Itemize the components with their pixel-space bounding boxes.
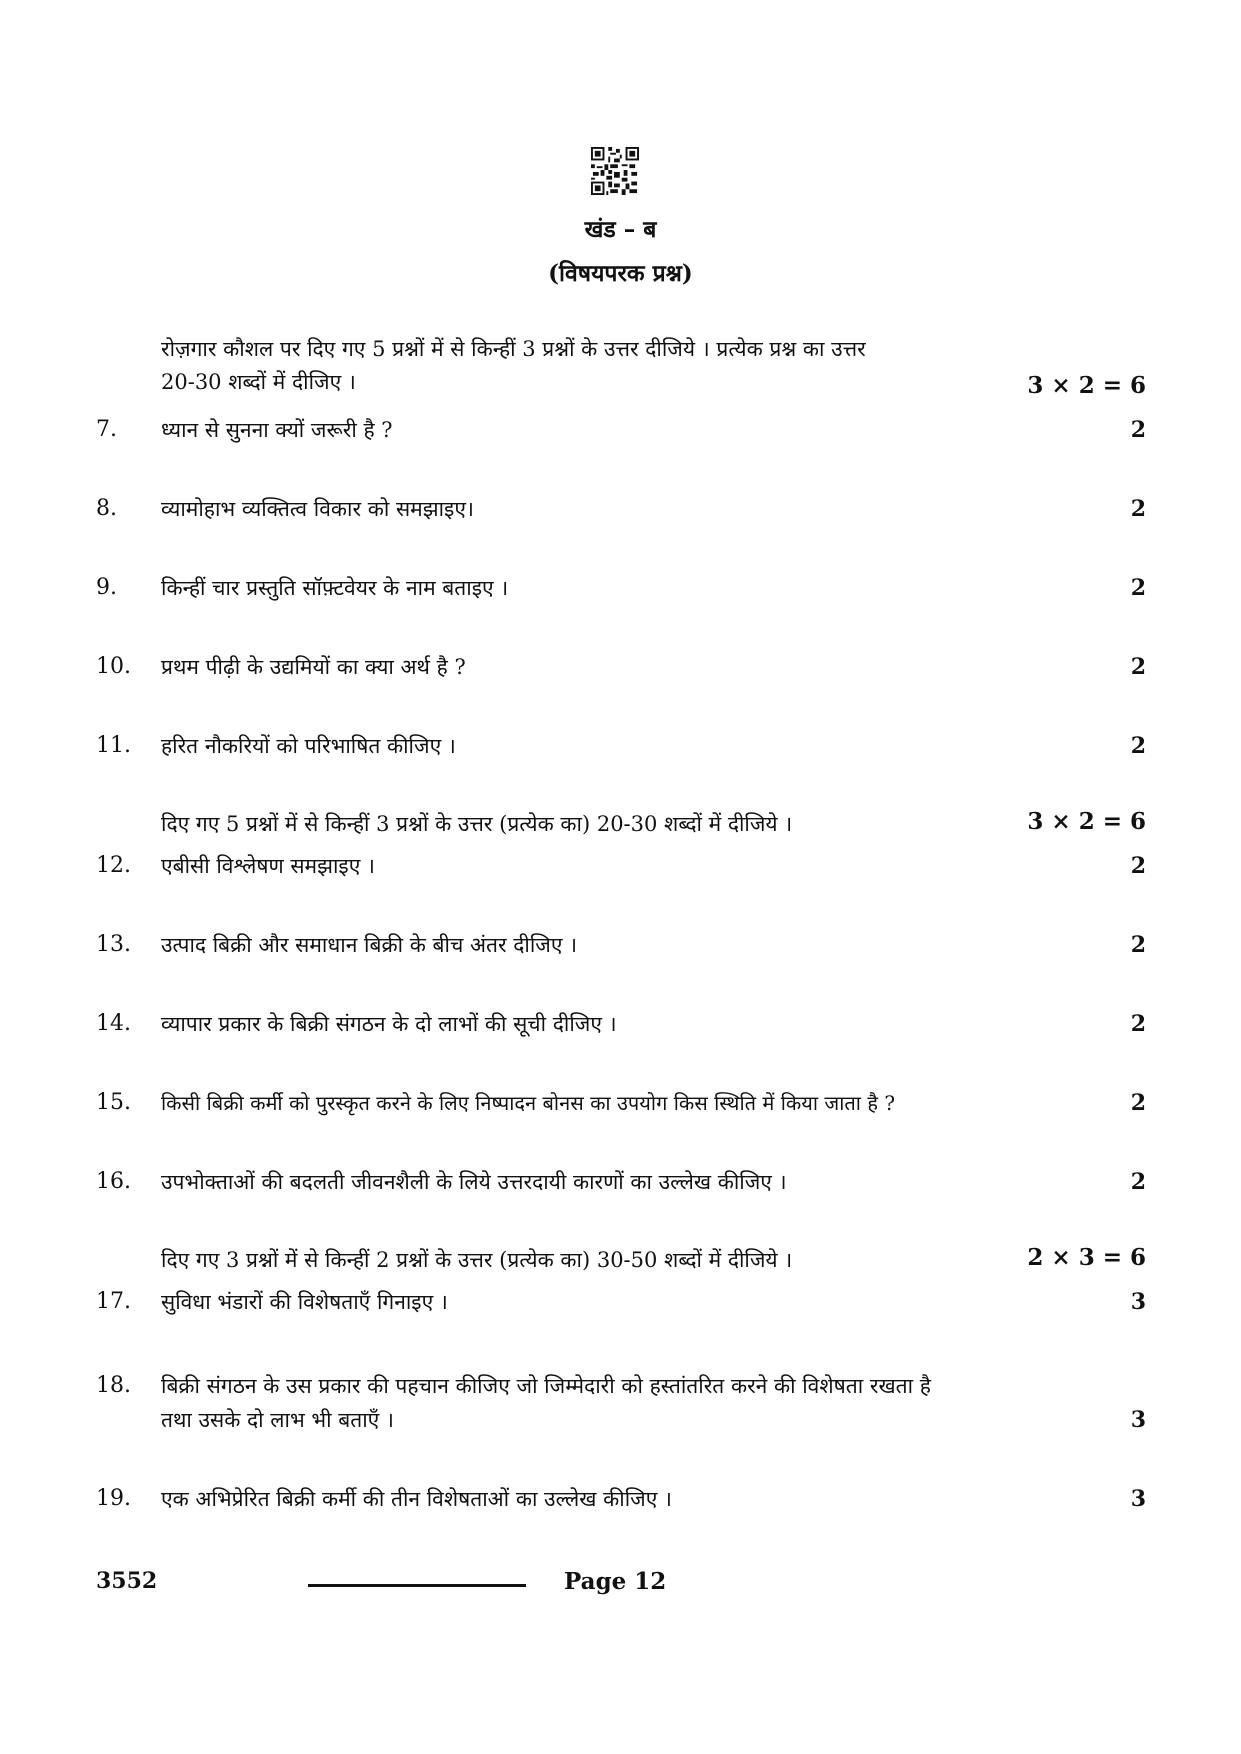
question-number: 9. [96, 575, 117, 600]
group-marks: 2 × 3 = 6 [1027, 1244, 1146, 1271]
qr-code [591, 147, 639, 195]
question-marks: 3 [1130, 1289, 1146, 1315]
instruction-line: 20-30 शब्दों में दीजिए । [161, 370, 356, 394]
question-marks: 2 [1130, 853, 1146, 879]
question-marks: 3 [1130, 1486, 1146, 1512]
question-number: 13. [96, 932, 131, 957]
instruction-line: दिए गए 5 प्रश्नों में से किन्हीं 3 प्रश्नों के उत्तर (प्रत्येक का) 20-30 शब्दों में दीजिये । [161, 812, 793, 836]
question-number: 15. [96, 1090, 131, 1115]
question-number: 7. [96, 417, 117, 442]
question-text: व्यामोहाभ व्यक्तित्व विकार को समझाइए। [161, 497, 474, 521]
question-marks: 2 [1130, 1011, 1146, 1037]
question-marks: 2 [1130, 575, 1146, 601]
question-text-line: बिक्री संगठन के उस प्रकार की पहचान कीजिए जो जिम्मेदारी को हस्तांतरित करने की विशेषता रखता है [161, 1374, 931, 1398]
question-text: सुविधा भंडारों की विशेषताएँ गिनाइए । [161, 1290, 448, 1314]
question-text: उत्पाद बिक्री और समाधान बिक्री के बीच अंतर दीजिए । [161, 933, 578, 957]
question-number: 16. [96, 1169, 131, 1194]
question-number: 17. [96, 1289, 131, 1314]
group-instruction [161, 1244, 1146, 1277]
page-number: Page 12 [564, 1568, 667, 1595]
group-marks: 3 × 2 = 6 [1027, 372, 1146, 399]
question-marks: 2 [1130, 932, 1146, 958]
question-marks: 3 [1130, 1407, 1146, 1433]
instruction-line: दिए गए 3 प्रश्नों में से किन्हीं 2 प्रश्नों के उत्तर (प्रत्येक का) 30-50 शब्दों में दीजिये । [161, 1248, 793, 1272]
question-text: प्रथम पीढ़ी के उद्यमियों का क्या अर्थ है ? [161, 655, 466, 679]
question-marks: 2 [1130, 1090, 1146, 1116]
question-text-line: तथा उसके दो लाभ भी बताएँ । [161, 1408, 394, 1432]
question-number: 14. [96, 1011, 131, 1036]
question-text: एक अभिप्रेरित बिक्री कर्मी की तीन विशेषताओं का उल्लेख कीजिए । [161, 1487, 672, 1511]
question-marks: 2 [1130, 417, 1146, 443]
question-text: उपभोक्ताओं की बदलती जीवनशैली के लिये उत्तरदायी कारणों का उल्लेख कीजिए । [161, 1170, 787, 1194]
group-instruction [161, 808, 1146, 841]
group-marks: 3 × 2 = 6 [1027, 808, 1146, 835]
question-number: 18. [96, 1373, 131, 1398]
question-text: किसी बिक्री कर्मी को पुरस्कृत करने के लिए निष्पादन बोनस का उपयोग किस स्थिति में किया जाता है ? [161, 1091, 896, 1115]
question-text: व्यापार प्रकार के बिक्री संगठन के दो लाभों की सूची दीजिए । [161, 1012, 617, 1036]
question-number: 12. [96, 853, 131, 878]
group-instruction [161, 333, 1146, 399]
section-subtitle: (विषयपरक प्रश्न) [548, 260, 693, 287]
footer-divider [308, 1584, 526, 1587]
question-number: 11. [96, 733, 131, 758]
question-marks: 2 [1130, 496, 1146, 522]
question-text: हरित नौकरियों को परिभाषित कीजिए । [161, 734, 456, 758]
question-marks: 2 [1130, 654, 1146, 680]
question-text: एबीसी विश्लेषण समझाइए । [161, 854, 375, 878]
question-number: 10. [96, 654, 131, 679]
section-title: खंड – ब [584, 216, 657, 243]
question-text: ध्यान से सुनना क्यों जरूरी है ? [161, 418, 393, 442]
question-marks: 2 [1130, 1169, 1146, 1195]
question-text: किन्हीं चार प्रस्तुति सॉफ़्टवेयर के नाम बताइए । [161, 576, 509, 600]
instruction-line: रोज़गार कौशल पर दिए गए 5 प्रश्नों में से किन्हीं 3 प्रश्नों के उत्तर दीजिये । प्रत्येक प्रश्न का उत्तर [161, 337, 866, 361]
question-marks: 2 [1130, 733, 1146, 759]
question-text [161, 1369, 1091, 1437]
paper-code: 3552 [96, 1568, 158, 1594]
question-number: 19. [96, 1486, 131, 1511]
question-number: 8. [96, 496, 117, 521]
